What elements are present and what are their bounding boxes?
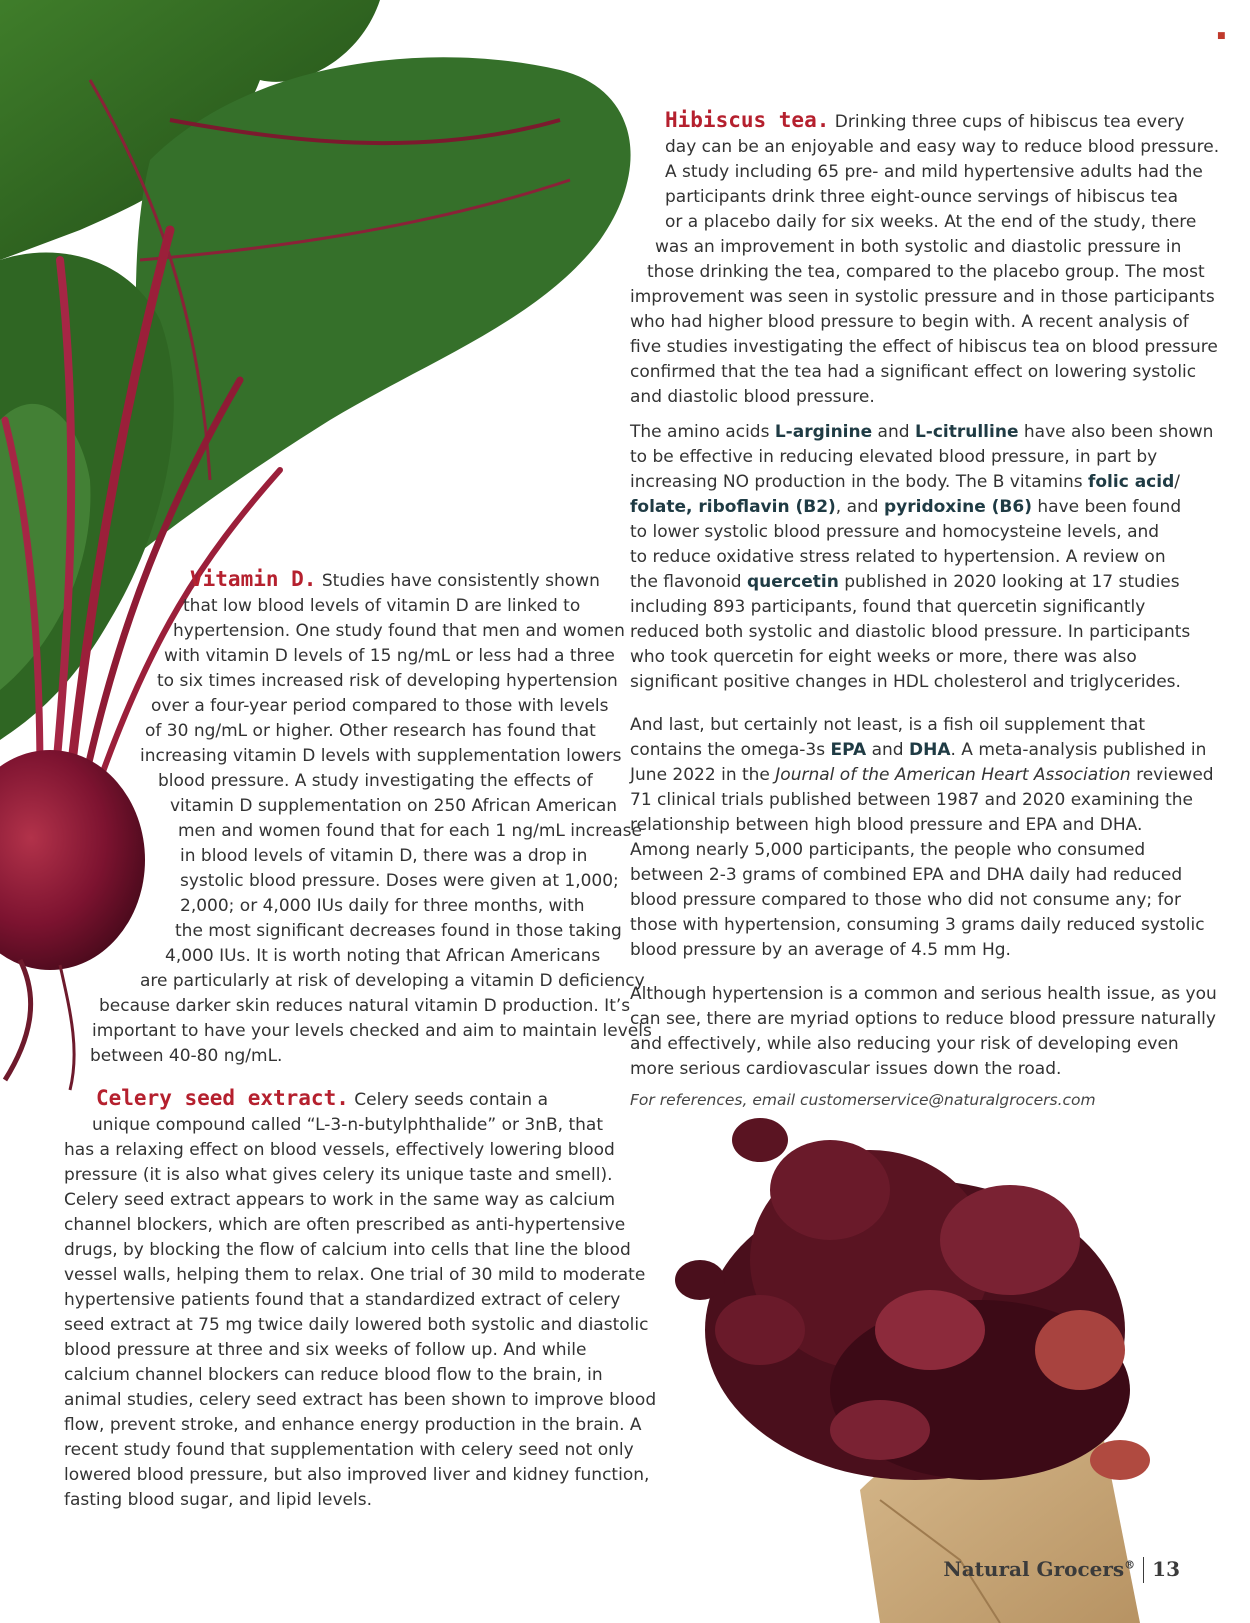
celery-line: vessel walls, helping them to relax. One trial of 30 mild to moderate (64, 1265, 646, 1285)
celery-heading: Celery seed extract. (96, 1086, 349, 1110)
hibiscus-line: confirmed that the tea had a significant effect on lowering systolic (630, 362, 1197, 382)
celery-line: Celery seed extract appears to work in the same way as calcium (64, 1190, 616, 1210)
amino-line: significant positive changes in HDL cholesterol and triglycerides. (630, 672, 1181, 692)
conclusion-line: can see, there are myriad options to reduce blood pressure naturally (630, 1009, 1216, 1029)
celery-section (0, 1086, 656, 1513)
page-footer (943, 1557, 1180, 1584)
vitamin-d-line: men and women found that for each 1 ng/mL increase (178, 821, 642, 841)
references-note: For references, email customerservice@naturalgrocers.com (630, 1091, 1096, 1109)
celery-line: recent study found that supplementation with celery seed not only (64, 1440, 634, 1460)
amino-line: reduced both systolic and diastolic blood pressure. In participants (630, 622, 1191, 642)
hibiscus-line: A study including 65 pre- and mild hypertensive adults had the (665, 162, 1203, 182)
vitamin-d-section (0, 567, 652, 1069)
vitamin-d-line: are particularly at risk of developing a vitamin D deficiency (140, 971, 645, 991)
text-run: . A meta-analysis published in (950, 740, 1207, 760)
celery-line: animal studies, celery seed extract has been shown to improve blood (64, 1390, 657, 1410)
hibiscus-line: or a placebo daily for six weeks. At the end of the study, there (665, 212, 1197, 232)
fishoil-line: blood pressure by an average of 4.5 mm Hg. (630, 940, 1011, 960)
text-run: and (872, 422, 915, 442)
conclusion-line: Although hypertension is a common and serious health issue, as you (630, 984, 1217, 1004)
vitamin-d-line: because darker skin reduces natural vitamin D production. It’s (99, 996, 631, 1016)
conclusion-line: and effectively, while also reducing your risk of developing even (630, 1034, 1179, 1054)
bold-term: quercetin (746, 572, 839, 592)
bold-term: pyridoxine (B6) (884, 497, 1032, 517)
vitamin-d-line: hypertension. One study found that men and women (173, 621, 625, 641)
amino-line: including 893 participants, found that quercetin significantly (630, 597, 1146, 617)
text-run: contains the omega-3s (630, 740, 831, 760)
vitamin-d-line: important to have your levels checked and aim to maintain levels (92, 1021, 652, 1041)
amino-acids-section (630, 420, 1213, 695)
hibiscus-line: those drinking the tea, compared to the placebo group. The most (647, 262, 1205, 282)
fishoil-line: Among nearly 5,000 participants, the people who consumed (630, 840, 1146, 860)
journal-title: Journal of the American Heart Association (775, 765, 1131, 785)
footer-divider (1143, 1557, 1144, 1583)
text-run: The amino acids (630, 422, 775, 442)
celery-line: lowered blood pressure, but also improved liver and kidney function, (64, 1465, 650, 1485)
text-run: the flavonoid (630, 572, 747, 592)
vitamin-d-line: systolic blood pressure. Doses were given at 1,000; (180, 871, 619, 891)
vitamin-d-line: Studies have consistently shown (316, 571, 600, 591)
vitamin-d-line: with vitamin D levels of 15 ng/mL or less had a three (164, 646, 615, 666)
text-run: , and (835, 497, 884, 517)
registered-mark: ® (1124, 1557, 1136, 1571)
text-run: June 2022 in the (630, 765, 776, 785)
text-run: have been found (1031, 497, 1182, 517)
amino-line: to reduce oxidative stress related to hypertension. A review on (630, 547, 1166, 567)
brand-name: Natural Grocers (943, 1556, 1125, 1581)
celery-line: fasting blood sugar, and lipid levels. (64, 1490, 372, 1510)
bold-term: L-citrulline (914, 422, 1019, 442)
fishoil-line: between 2-3 grams of combined EPA and DHA daily had reduced (630, 865, 1183, 885)
bold-term: folate, riboflavin (B2) (630, 497, 836, 517)
text-run: / (1174, 472, 1180, 492)
conclusion-line: more serious cardiovascular issues down the road. (630, 1059, 1062, 1079)
vitamin-d-heading: Vitamin D. (190, 567, 317, 591)
hibiscus-line: was an improvement in both systolic and diastolic pressure in (655, 237, 1182, 257)
fishoil-line: blood pressure compared to those who did not consume any; for (630, 890, 1181, 910)
celery-line: calcium channel blockers can reduce blood flow to the brain, in (64, 1365, 603, 1385)
celery-line: seed extract at 75 mg twice daily lowered both systolic and diastolic (64, 1315, 649, 1335)
amino-line: to lower systolic blood pressure and homocysteine levels, and (630, 522, 1160, 542)
hibiscus-line: and diastolic blood pressure. (630, 387, 875, 407)
hibiscus-line: Drinking three cups of hibiscus tea every (829, 112, 1185, 132)
celery-line: channel blockers, which are often prescribed as anti-hypertensive (64, 1215, 626, 1235)
hibiscus-line: five studies investigating the effect of hibiscus tea on blood pressure (630, 337, 1218, 357)
bold-term: L-arginine (774, 422, 873, 442)
text-run: have also been shown (1018, 422, 1214, 442)
vitamin-d-line: blood pressure. A study investigating the effects of (158, 771, 593, 791)
vitamin-d-line: 2,000; or 4,000 IUs daily for three months, with (180, 896, 585, 916)
celery-line: pressure (it is also what gives celery its unique taste and smell). (64, 1165, 613, 1185)
celery-line: hypertensive patients found that a standardized extract of celery (64, 1290, 621, 1310)
vitamin-d-line: 4,000 IUs. It is worth noting that African Americans (165, 946, 601, 966)
hibiscus-petals-image (675, 1118, 1150, 1623)
fishoil-line: relationship between high blood pressure and EPA and DHA. (630, 815, 1143, 835)
amino-line: who took quercetin for eight weeks or more, there was also (630, 647, 1137, 667)
page-number: 13 (1152, 1556, 1180, 1581)
amino-line: to be effective in reducing elevated blood pressure, in part by (630, 447, 1158, 467)
celery-line: Celery seeds contain a (348, 1090, 548, 1110)
vitamin-d-line: increasing vitamin D levels with supplementation lowers (140, 746, 622, 766)
hibiscus-line: participants drink three eight-ounce servings of hibiscus tea (665, 187, 1178, 207)
vitamin-d-line: that low blood levels of vitamin D are linked to (183, 596, 581, 616)
bold-term: EPA (830, 740, 867, 760)
vitamin-d-line: vitamin D supplementation on 250 African American (170, 796, 618, 816)
celery-line: unique compound called “L-3-n-butylphthalide” or 3nB, that (92, 1115, 603, 1135)
vitamin-d-line: the most significant decreases found in those taking (175, 921, 622, 941)
hibiscus-section (630, 108, 1219, 410)
fish-oil-section (630, 713, 1214, 963)
vitamin-d-line: of 30 ng/mL or higher. Other research has found that (145, 721, 596, 741)
fishoil-line: 71 clinical trials published between 1987 and 2020 examining the (630, 790, 1194, 810)
celery-line: drugs, by blocking the flow of calcium into cells that line the blood (64, 1240, 631, 1260)
conclusion-section (630, 982, 1217, 1082)
celery-line: flow, prevent stroke, and enhance energy production in the brain. A (64, 1415, 642, 1435)
vitamin-d-line: between 40-80 ng/mL. (90, 1046, 283, 1066)
text-run: and (866, 740, 909, 760)
text-run: increasing NO production in the body. The B vitamins (630, 472, 1088, 492)
vitamin-d-line: to six times increased risk of developing hypertension (157, 671, 618, 691)
hibiscus-line: improvement was seen in systolic pressure and in those participants (630, 287, 1215, 307)
celery-line: blood pressure at three and six weeks of follow up. And while (64, 1340, 587, 1360)
hibiscus-heading: Hibiscus tea. (665, 108, 830, 132)
bold-term: folic acid (1087, 472, 1175, 492)
vitamin-d-line: in blood levels of vitamin D, there was a drop in (180, 846, 588, 866)
hibiscus-line: day can be an enjoyable and easy way to reduce blood pressure. (665, 137, 1220, 157)
vitamin-d-line: over a four-year period compared to those with levels (151, 696, 609, 716)
text-run: published in 2020 looking at 17 studies (838, 572, 1180, 592)
corner-color-mark: ■ (1217, 31, 1226, 41)
text-run: reviewed (1130, 765, 1214, 785)
fishoil-line: And last, but certainly not least, is a fish oil supplement that (630, 715, 1146, 735)
celery-line: has a relaxing effect on blood vessels, effectively lowering blood (64, 1140, 615, 1160)
bold-term: DHA (908, 740, 951, 760)
fishoil-line: those with hypertension, consuming 3 grams daily reduced systolic (630, 915, 1205, 935)
hibiscus-line: who had higher blood pressure to begin with. A recent analysis of (630, 312, 1189, 332)
